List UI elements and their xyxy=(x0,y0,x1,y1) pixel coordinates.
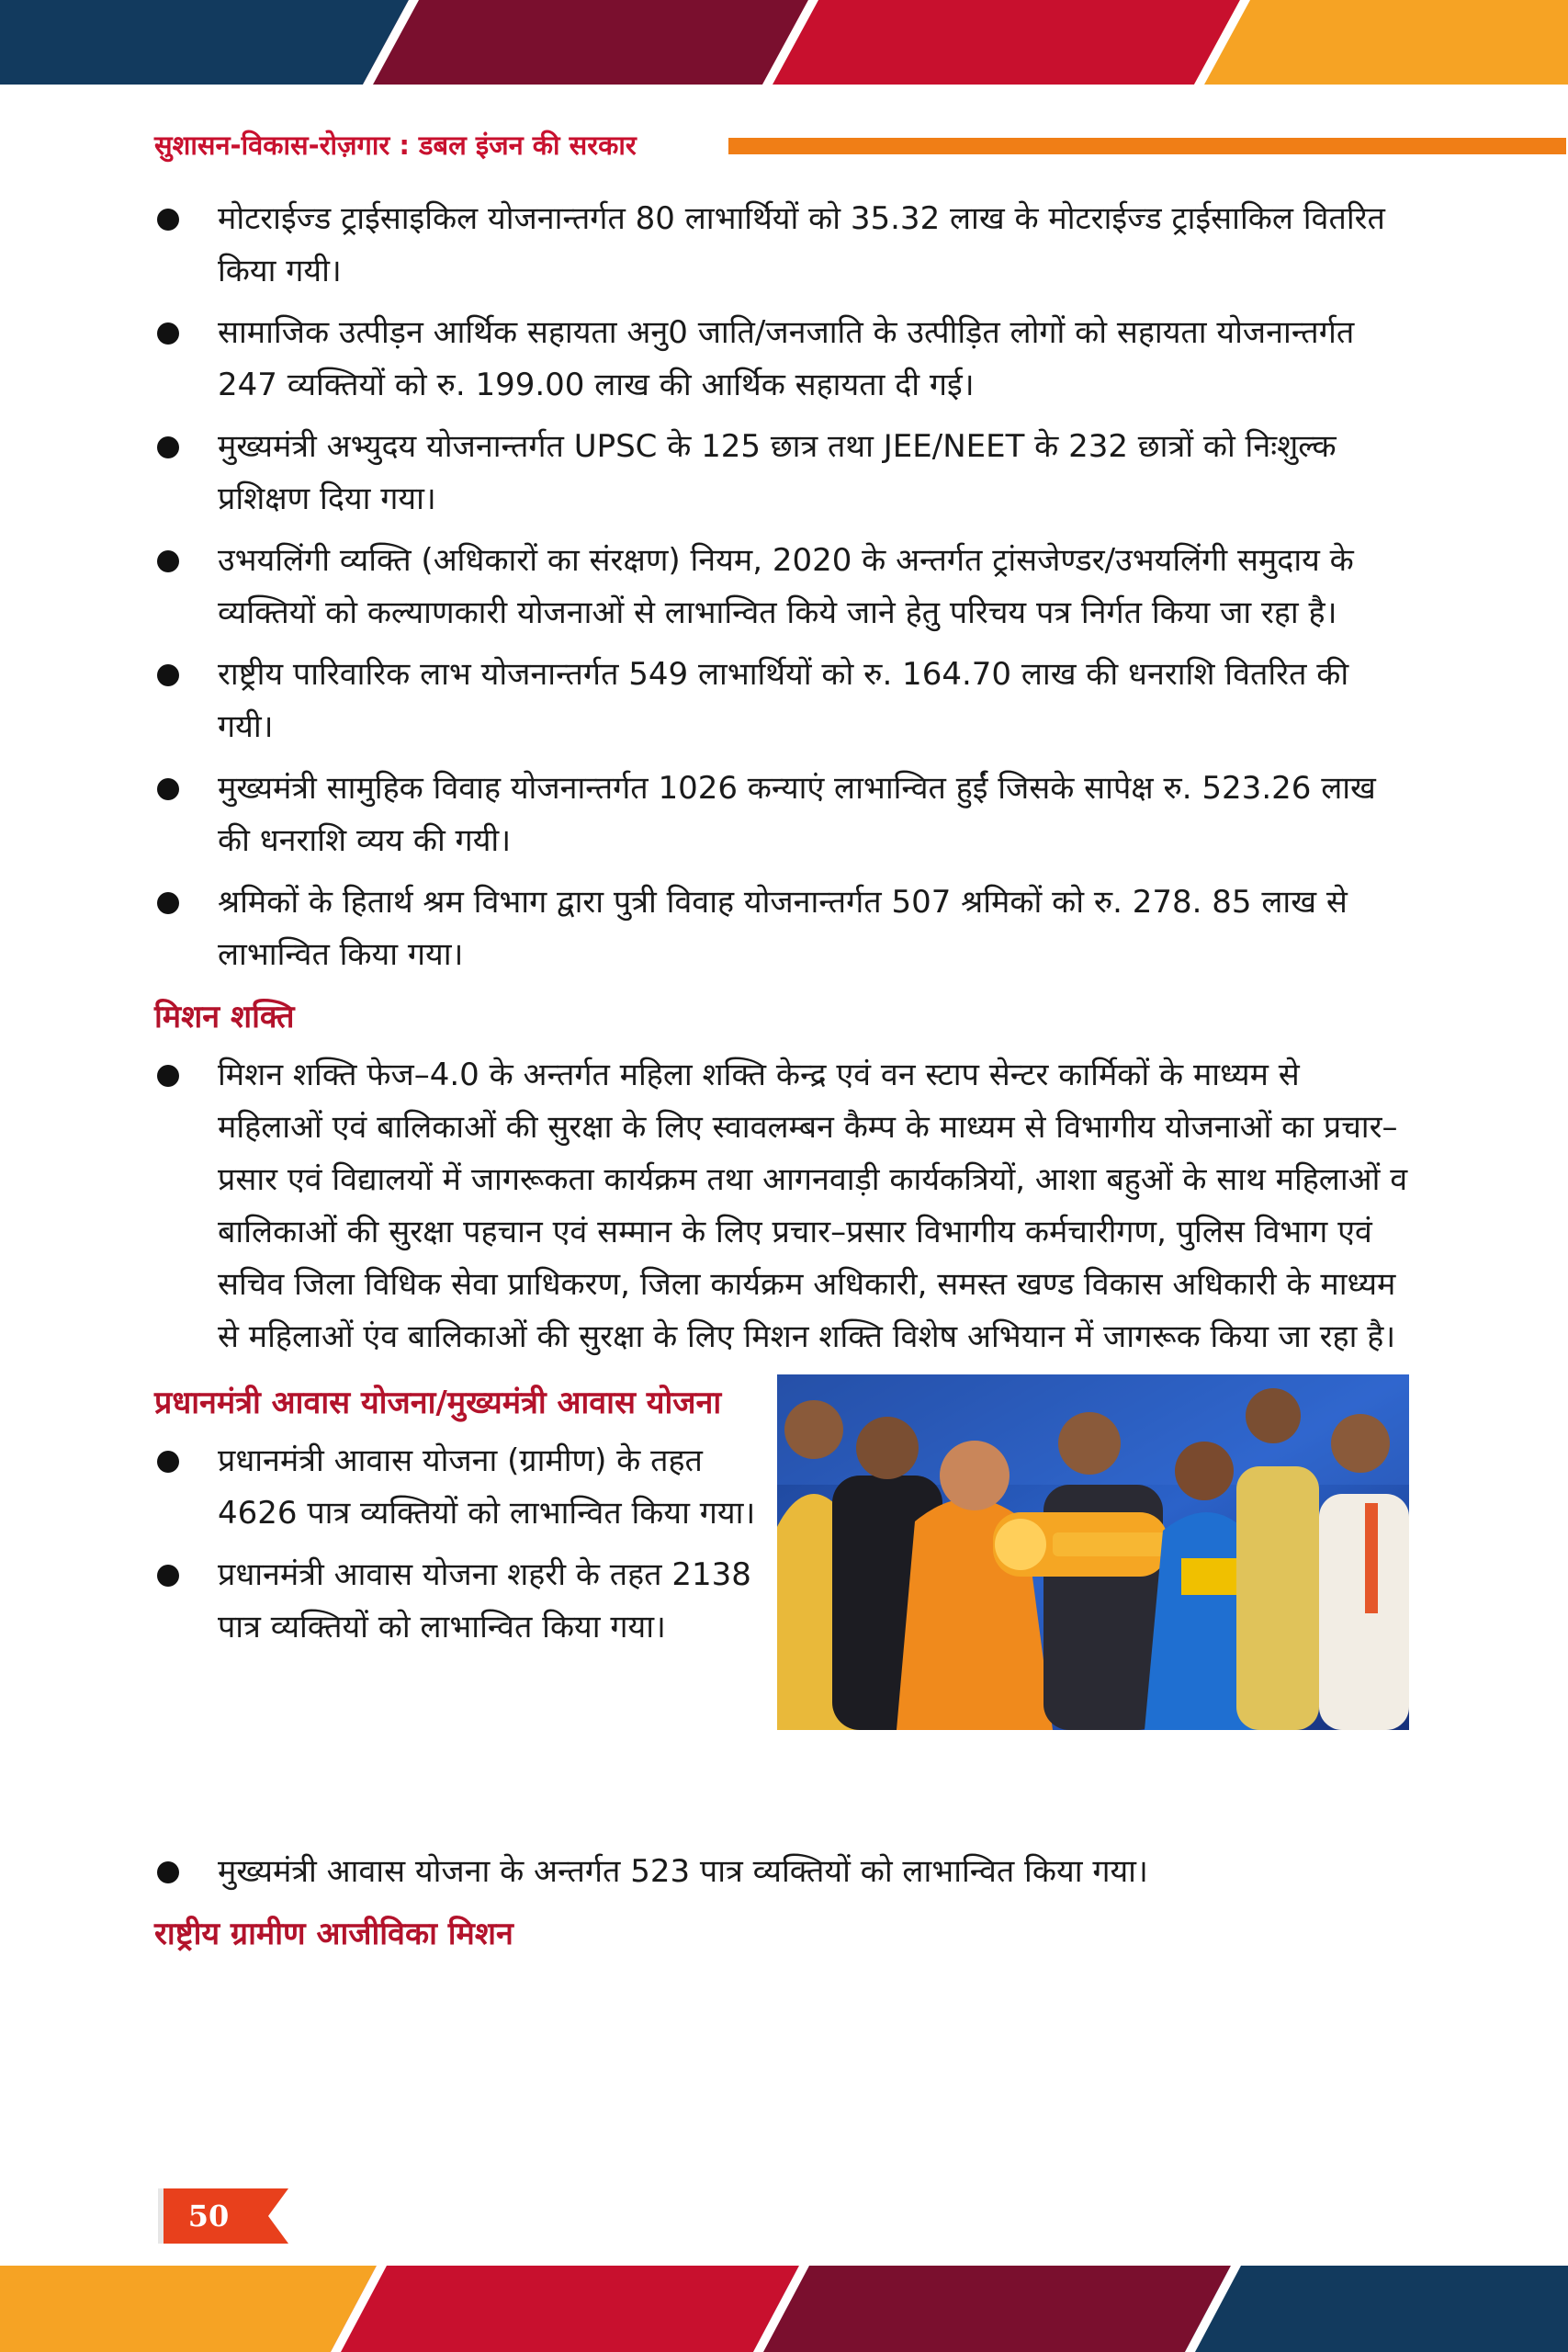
list-item-text: सामाजिक उत्पीड़न आर्थिक सहायता अनु0 जाति/जनजाति के उत्पीड़ित लोगों को सहायता योजनान्तर्गत 247 व्यक्तियों को रु. 199.00 लाख की आर्थिक सहायता दी गई। xyxy=(218,314,1355,403)
bullet-icon xyxy=(157,778,179,800)
list-item xyxy=(154,876,1413,981)
bullet-icon xyxy=(157,664,179,686)
list-item-text: उभयलिंगी व्यक्ति (अधिकारों का संरक्षण) नियम, 2020 के अन्तर्गत ट्रांसजेण्डर/उभयलिंगी समुदाय के व्यक्तियों को कल्याणकारी योजनाओं से लाभान्वित किये जाने हेतु परिचय पत्र निर्गत किया जा रहा है। xyxy=(218,542,1354,631)
bullet-icon xyxy=(157,892,179,914)
list-item xyxy=(154,1549,761,1654)
list-item xyxy=(154,193,1413,298)
bottom-decorative-band xyxy=(0,2266,1568,2352)
section-heading-mission-shakti: मिशन शक्ति xyxy=(154,999,295,1035)
page-content xyxy=(154,193,1413,1966)
list-item xyxy=(154,763,1413,867)
bullet-icon xyxy=(157,436,179,458)
bullet-icon xyxy=(157,209,179,231)
bullet-icon xyxy=(157,1451,179,1473)
bullet-icon xyxy=(157,1861,179,1883)
bullet-icon xyxy=(157,1065,179,1087)
list-item-text: श्रमिकों के हितार्थ श्रम विभाग द्वारा पुत्री विवाह योजनान्तर्गत 507 श्रमिकों को रु. 278. 85 लाख से लाभान्वित किया गया। xyxy=(218,884,1348,973)
list-item xyxy=(154,421,1413,526)
section-heading-nrlm: राष्ट्रीय ग्रामीण आजीविका मिशन xyxy=(154,1916,513,1952)
list-item xyxy=(154,1049,1413,1363)
running-header-bar xyxy=(728,138,1566,154)
list-item-text: प्रधानमंत्री आवास योजना (ग्रामीण) के तहत 4626 पात्र व्यक्तियों को लाभान्वित किया गया। xyxy=(218,1442,756,1532)
list-item xyxy=(154,649,1413,753)
section-heading-awas: प्रधानमंत्री आवास योजना/मुख्यमंत्री आवास योजना xyxy=(154,1385,722,1421)
list-item-text: मिशन शक्ति फेज–4.0 के अन्तर्गत महिला शक्ति केन्द्र एवं वन स्टाप सेन्टर कार्मिकों के माध्यम से महिलाओं एवं बालिकाओं की सुरक्षा के लिए स्वावलम्बन कैम्प के माध्यम से विभागीय योजनाओं का प्रचार–प्रसार एवं विद्यालयों में जागरूकता कार्यक्रम तथा आगनवाड़ी कार्यकत्रियों, आशा बहुओं के साथ महिलाओं व बालिकाओं की सुरक्षा पहचान एवं सम्मान के लिए प्रचार–प्रसार विभागीय कर्मचारीगण, पुलिस विभाग एवं सचिव जिला विधिक सेवा प्राधिकरण, जिला कार्यक्रम अधिकारी, समस्त खण्ड विकास अधिकारी के माध्यम से महिलाओं एंव बालिकाओं की सुरक्षा के लिए मिशन शक्ति विशेष अभियान में जागरूक किया जा रहा है। xyxy=(218,1057,1408,1355)
page-number-tab xyxy=(158,2188,288,2244)
list-item-text: मोटराईज्ड ट्राईसाइकिल योजनान्तर्गत 80 लाभार्थियों को 35.32 लाख के मोटराईज्ड ट्राईसाकिल वितरित किया गयी। xyxy=(218,200,1385,289)
list-item-text: मुख्यमंत्री आवास योजना के अन्तर्गत 523 पात्र व्यक्तियों को लाभान्वित किया गया। xyxy=(218,1853,1148,1890)
awas-section xyxy=(154,1373,1413,1846)
list-item xyxy=(154,1435,761,1540)
bullet-icon xyxy=(157,550,179,572)
list-item-text: राष्ट्रीय पारिवारिक लाभ योजनान्तर्गत 549 लाभार्थियों को रु. 164.70 लाख की धनराशि वितरित की गयी। xyxy=(218,656,1349,745)
running-header-title: सुशासन-विकास-रोज़गार : डबल इंजन की सरकार xyxy=(154,130,637,161)
ceremony-photo xyxy=(777,1374,1409,1730)
bullet-icon xyxy=(157,322,179,345)
list-item-text: मुख्यमंत्री अभ्युदय योजनान्तर्गत UPSC के 125 छात्र तथा JEE/NEET के 232 छात्रों को निःशुल्क प्रशिक्षण दिया गया। xyxy=(218,428,1337,517)
list-item xyxy=(154,307,1413,412)
page-number: 50 xyxy=(187,2199,230,2233)
list-item-text: प्रधानमंत्री आवास योजना शहरी के तहत 2138 पात्र व्यक्तियों को लाभान्वित किया गया। xyxy=(218,1556,751,1645)
running-header xyxy=(154,127,1413,164)
list-item xyxy=(154,535,1413,639)
top-decorative-band xyxy=(0,0,1568,85)
list-item-text: मुख्यमंत्री सामुहिक विवाह योजनान्तर्गत 1026 कन्याएं लाभान्वित हुईं जिसके सापेक्ष रु. 523.26 लाख की धनराशि व्यय की गयी। xyxy=(218,770,1376,859)
awas-text-column xyxy=(154,1373,761,1663)
bullet-icon xyxy=(157,1565,179,1587)
list-item xyxy=(154,1846,1413,1898)
